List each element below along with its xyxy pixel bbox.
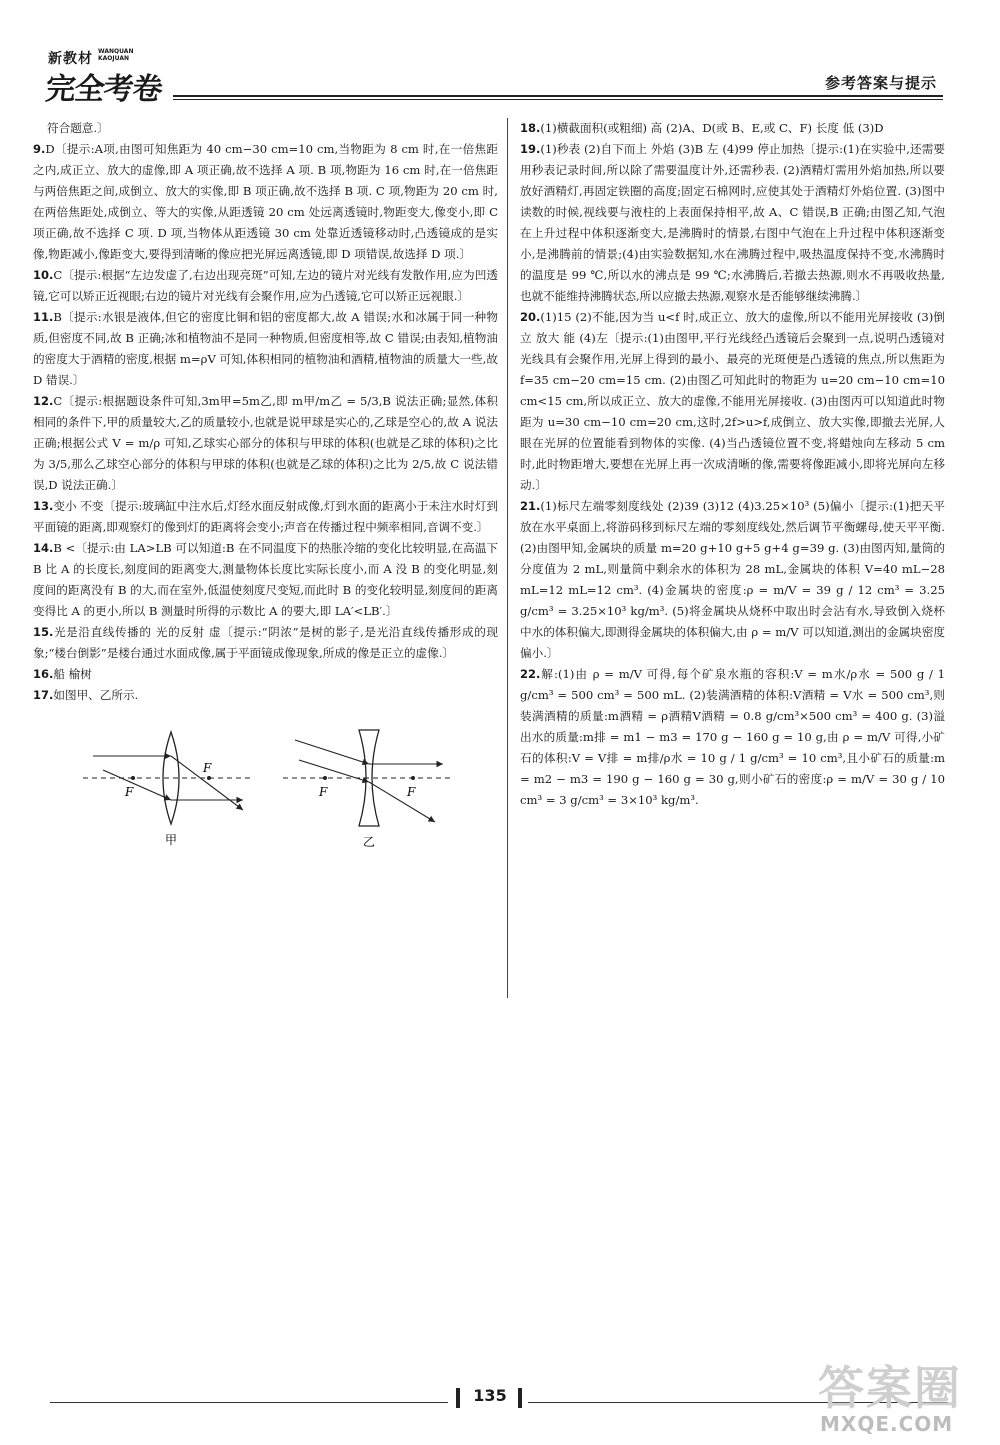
figure-label-yi: 乙 — [363, 835, 376, 849]
item-text: C〔提示:根据题设条件可知,3m甲=5m乙,即 m甲/m乙 = 5/3,B 说法正确;显然,体积相同的条件下,甲的质量较大,乙的质量较小,也就是说甲球是实心的,乙球是空心的,故 A 说法正确;根据公式 V = m/ρ 可知,乙球实心部分的体积与甲球的体积(也就是乙球的体积)之比为 3/5,那么乙球空心部分的体积与甲球的体积(也就是乙球的体积)之比为 2/5,故 C 说法错误,D 说法正确.〕 — [33, 394, 498, 492]
item-number: 10. — [33, 268, 54, 282]
brand-pinyin — [98, 48, 133, 62]
footer-rule-left — [50, 1402, 448, 1403]
item-number: 15. — [33, 625, 54, 639]
item-text: B <〔提示:由 LA>LB 可以知道:B 在不同温度下的热胀冷缩的变化比较明显,在高温下 B 比 A 的长度长,刻度间的距离变大,测量物体长度比实际长度小,而 A 没 B 的变化明显,刻度间的距离没有 B 的大,而在室外,低温使刻度尺变短,而此时 B 的变化较明显,刻度间的距离变得比 A 的更小,所以 B 测量时所得的示数比 A 的要大,即 LA′<LB′.〕 — [33, 541, 498, 618]
focus-point-left-yi — [323, 776, 327, 780]
focus-point-right — [207, 776, 211, 780]
left-column — [33, 118, 498, 850]
watermark-url: MXQE.COM — [820, 1412, 954, 1436]
item-number: 14. — [33, 541, 54, 555]
watermark-logo: 答案圈 — [818, 1361, 962, 1415]
lens-diagram — [63, 720, 483, 850]
item-text: 光是沿直线传播的 光的反射 虚〔提示:“阴浓”是树的影子,是光沿直线传播形成的现象;“楼台倒影”是楼台通过水面成像,属于平面镜成像现象,所成的像是正立的虚像.〕 — [33, 625, 498, 660]
item-number: 18. — [520, 121, 541, 135]
item-number: 11. — [33, 310, 54, 324]
answer-item-16 — [33, 664, 498, 685]
brand-logo-text: 完全考卷 — [43, 72, 164, 107]
answer-item-19 — [520, 139, 945, 307]
answer-item-8-tail — [33, 118, 498, 139]
item-number: 19. — [520, 142, 541, 156]
item-number: 22. — [520, 667, 541, 681]
item-text: 船 榆树 — [53, 667, 92, 681]
answer-item-21 — [520, 496, 945, 664]
focus-label-right-yi: F — [407, 785, 416, 799]
ray-center-in — [299, 760, 369, 782]
column-divider — [507, 118, 508, 998]
item-number: 21. — [520, 499, 541, 513]
item-text: (1)标尺左端零刻度线处 (2)39 (3)12 (4)3.25×10³ (5)偏小〔提示:(1)把天平放在水平桌面上,将游码移到标尺左端的零刻度线处,然后调节平衡螺母,使天平平衡. (2)由图甲知,金属块的质量 m=20 g+10 g+5 g+4 g=39 g. (3)由图丙知,量筒的分度值为 2 mL,则量筒中剩余水的体积为 28 mL,金属块的体积 V=40 mL−28 mL=12 mL=12 cm³. (4)金属块的密度:ρ = m/V = 39 g / 12 cm³ = 3.25 g/cm³ = 3.25×10³ kg/m³. (5)将金属块从烧杯中取出时会沾有水,导致倒入烧杯中水的体积偏大,即测得金属块的体积偏大,由 ρ = m/V 可以知道,测出的金属块密度偏小.〕 — [520, 499, 946, 660]
answer-item-13 — [33, 496, 498, 538]
item-text: B〔提示:水银是液体,但它的密度比铜和铝的密度都大,故 A 错误;水和冰属于同一种物质,但密度不同,故 B 正确;冰和植物油不是同一种物质,但密度相等,故 C 错误;由表知,植物油的密度大于酒精的密度,根据 m=ρV 可知,体积相同的植物油和酒精,植物油的质量大一些,故 D 错误.〕 — [33, 310, 498, 387]
focus-point-left — [131, 776, 135, 780]
footer-bar-right — [518, 1388, 522, 1408]
answer-item-10 — [33, 265, 498, 307]
item-text: 符合题意.〕 — [47, 121, 109, 135]
focus-label-right: F — [203, 761, 212, 775]
answer-item-22 — [520, 664, 945, 811]
item-text: D〔提示:A项,由图可知焦距为 40 cm−30 cm=10 cm,当物距为 8 cm 时,在一倍焦距之内,成正立、放大的虚像,即 A 项正确,故不选择 A 项. B 项,物距为 16 cm 时,在一倍焦距与两倍焦距之间,成倒立、放大的实像,即 B 项正确,故不选择 B 项. C 项,物距为 20 cm 时,在两倍焦距处,成倒立、等大的实像,从距透镜 20 cm 处远离透镜时,物距变大,像变小,即 C 项正确,故不选择 C 项. D 项,当物体从距透镜 30 cm 处靠近透镜移动时,凸透镜成的是实像,物距减小,像距变大,要得到清晰的像应把光屏远离透镜,即 D 项错误,故选择 D 项.〕 — [33, 142, 498, 261]
answer-item-14 — [33, 538, 498, 622]
figure-label-jia: 甲 — [165, 833, 178, 847]
page-header — [38, 40, 943, 107]
item-text: 如图甲、乙所示. — [53, 688, 139, 702]
answer-item-20 — [520, 307, 945, 496]
answer-item-12 — [33, 391, 498, 496]
answer-item-9 — [33, 139, 498, 265]
item-number: 17. — [33, 688, 54, 702]
item-text: 解:(1)由 ρ = m/V 可得,每个矿泉水瓶的容积:V = m水/ρ水 = 500 g / 1 g/cm³ = 500 cm³ = 500 mL. (2)装满酒精的体积:V酒精 = V水 = 500 cm³,则装满酒精的质量:m酒精 = ρ酒精V酒精 = 0.8 g/cm³×500 cm³ = 400 g. (3)溢出水的质量:m排 = m1 − m3 = 170 g − 160 g = 10 g,由 ρ = m/V 可得,小矿石的体积:V = V排 = m排/ρ水 = 10 g / 1 g/cm³ = 10 cm³,且小矿石的质量:m = m2 − m3 = 190 g − 160 g = 30 g,则小矿石的密度:ρ = m/V = 30 g / 10 cm³ = 3 g/cm³ = 3×10³ kg/m³. — [520, 667, 945, 807]
answer-item-18 — [520, 118, 945, 139]
lens-diagram-svg — [63, 720, 483, 850]
answer-item-17 — [33, 685, 498, 706]
item-text: (1)15 (2)不能,因为当 u<f 时,成正立、放大的虚像,所以不能用光屏接收 (3)倒立 放大 能 (4)左〔提示:(1)由图甲,平行光线经凸透镜后会聚到一点,说明凸透镜对光线具有会聚作用,光屏上得到的最小、最亮的光斑便是凸透镜的焦点,所以焦距为 f=35 cm−20 cm=15 cm. (2)由图乙可知此时的物距为 u=20 cm−10 cm=10 cm<15 cm,所以成正立、放大的虚像,不能用光屏接收. (3)由图丙可以知道此时物距为 u=30 cm−10 cm=20 cm,这时,2f>u>f,成倒立、放大实像,即撤去光屏,人眼在光屏的位置能看到物体的实像. (4)当凸透镜位置不变,将蜡烛向左移动 5 cm 时,此时物距增大,要想在光屏上再一次成清晰的像,需要将像距减小,即将光屏向左移动.〕 — [520, 310, 945, 492]
header-rule-thin — [173, 99, 943, 100]
focus-point-right-yi — [411, 776, 415, 780]
answer-item-11 — [33, 307, 498, 391]
brand-pinyin-line-2: KAOJUAN — [98, 55, 129, 62]
concave-lens-figure — [283, 730, 453, 849]
item-number: 20. — [520, 310, 541, 324]
item-number: 16. — [33, 667, 54, 681]
ray-through-focus-in — [103, 770, 171, 800]
item-text: 变小 不变〔提示:玻璃缸中注水后,灯经水面反射成像,灯到水面的距离小于未注水时灯到平面镜的距离,即观察灯的像到灯的距离将会变小;声音在传播过程中频率相同,音调不变.〕 — [33, 499, 498, 534]
right-column — [520, 118, 945, 811]
item-number: 9. — [33, 142, 46, 156]
page-number: 135 — [473, 1386, 507, 1405]
item-number: 12. — [33, 394, 54, 408]
item-text: (1)横截面积(或粗细) 高 (2)A、D(或 B、E,或 C、F) 长度 低 (3)D — [540, 121, 884, 135]
item-text: C〔提示:根据“左边发虚了,右边出现亮斑”可知,左边的镜片对光线有发散作用,应为凹透镜,它可以矫正近视眼;右边的镜片对光线有会聚作用,应为凸透镜,它可以矫正远视眼.〕 — [33, 268, 498, 303]
header-rule — [173, 95, 943, 97]
item-text: (1)秒表 (2)自下而上 外焰 (3)B 左 (4)99 停止加热〔提示:(1)在实验中,还需要用秒表记录时间,所以除了需要温度计外,还需秒表. (2)酒精灯需用外焰加热,所以要放好酒精灯,再固定铁圈的高度;固定石棉网时,应使其处于酒精灯外焰位置. (3)图中读数的时候,视线要与液柱的上表面保持相平,故 A、C 错误,B 正确;由图乙知,气泡在上升过程中体积逐渐变大,是沸腾时的情景,右图中气泡在上升过程中体积逐渐变小,是沸腾前的情景;(4)由实验数据知,水在沸腾过程中,吸热温度保持不变,水沸腾时的温度是 99 ℃,所以水的沸点是 99 ℃;水沸腾后,若撤去热源,则水不再吸收热量,也就不能维持沸腾状态,所以应撤去热源,观察水是否能够继续沸腾.〕 — [520, 142, 945, 303]
convex-lens-figure — [83, 732, 253, 847]
focus-label-left: F — [125, 785, 134, 799]
footer-bar-left — [456, 1388, 460, 1408]
item-number: 13. — [33, 499, 54, 513]
brand-pinyin-line-1: WANQUAN — [98, 48, 134, 55]
section-title: 参考答案与提示 — [824, 74, 937, 92]
ray-toward-focus-in — [295, 740, 369, 764]
focus-label-left-yi: F — [319, 785, 328, 799]
answer-item-15 — [33, 622, 498, 664]
ray-center-out — [369, 782, 435, 822]
brand-subtitle: 新教材 — [48, 51, 93, 67]
